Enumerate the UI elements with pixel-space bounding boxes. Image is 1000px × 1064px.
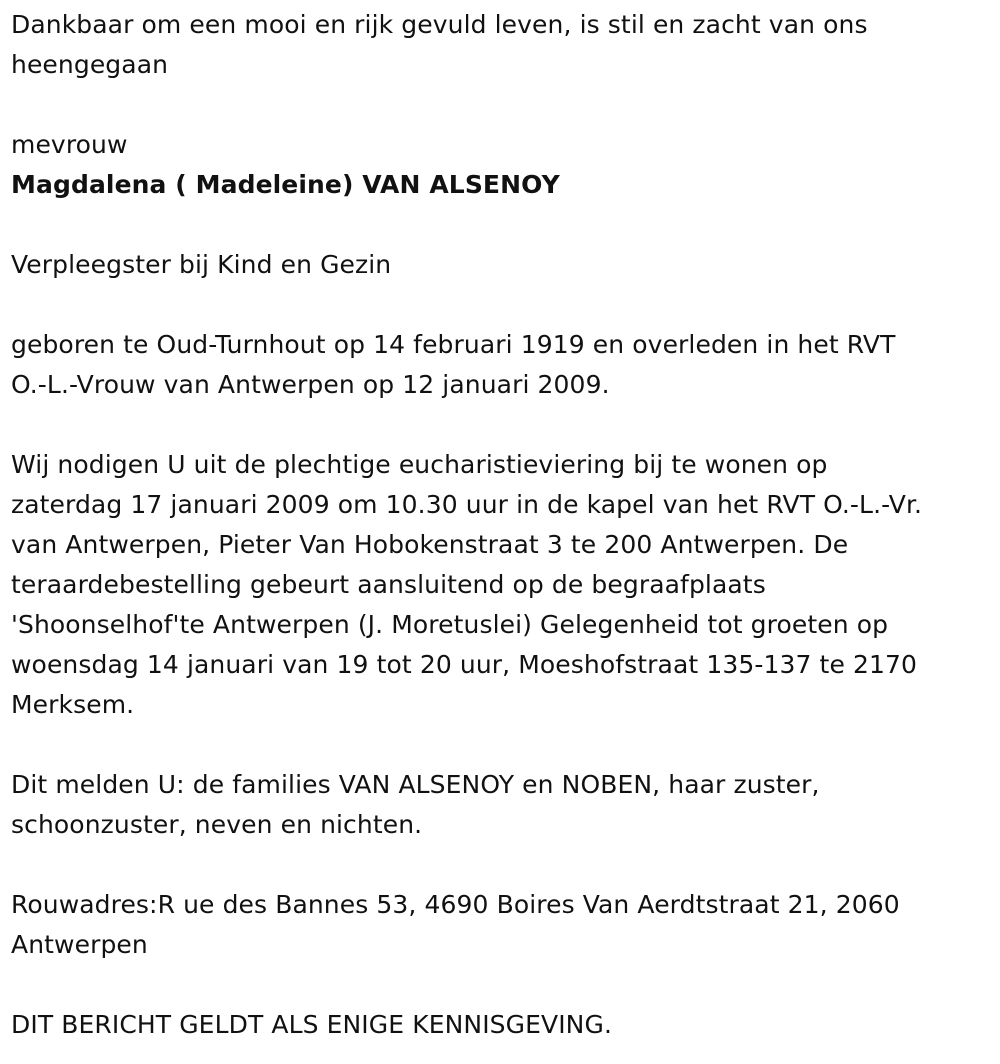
- spacer: [11, 965, 986, 1005]
- spacer: [11, 725, 986, 765]
- obituary-notice: [11, 5, 986, 1045]
- spacer: [11, 845, 986, 885]
- announced-by: Dit melden U: de families VAN ALSENOY en NOBEN, haar zuster, schoonzuster, neven en nichten.: [11, 770, 820, 839]
- profession: Verpleegster bij Kind en Gezin: [11, 250, 392, 279]
- spacer: [11, 205, 986, 245]
- intro-text: Dankbaar om een mooi en rijk gevuld leven, is stil en zacht van ons heengegaan: [11, 10, 868, 79]
- mourning-address: Rouwadres:R ue des Bannes 53, 4690 Boires Van Aerdtstraat 21, 2060 Antwerpen: [11, 890, 900, 959]
- spacer: [11, 405, 986, 445]
- spacer: [11, 85, 986, 125]
- closing-statement: DIT BERICHT GELDT ALS ENIGE KENNISGEVING.: [11, 1010, 612, 1039]
- ceremony-details: Wij nodigen U uit de plechtige eucharistieviering bij te wonen op zaterdag 17 januari 2009 om 10.30 uur in de kapel van het RVT O.-L.-Vr. van Antwerpen, Pieter Van Hobokenstraat 3 te 200 Antwerpen. De teraardebestelling gebeurt aansluitend op de begraafplaats 'Shoonselhof'te Antwerpen (J. Moretuslei) Gelegenheid tot groeten op woensdag 14 januari van 19 tot 20 uur, Moeshofstraat 135-137 te 2170 Merksem.: [11, 450, 923, 719]
- deceased-name: Magdalena ( Madeleine) VAN ALSENOY: [11, 170, 560, 199]
- birth-death-details: geboren te Oud-Turnhout op 14 februari 1919 en overleden in het RVT O.-L.-Vrouw van Antwerpen op 12 januari 2009.: [11, 330, 896, 399]
- spacer: [11, 285, 986, 325]
- salutation: mevrouw: [11, 130, 128, 159]
